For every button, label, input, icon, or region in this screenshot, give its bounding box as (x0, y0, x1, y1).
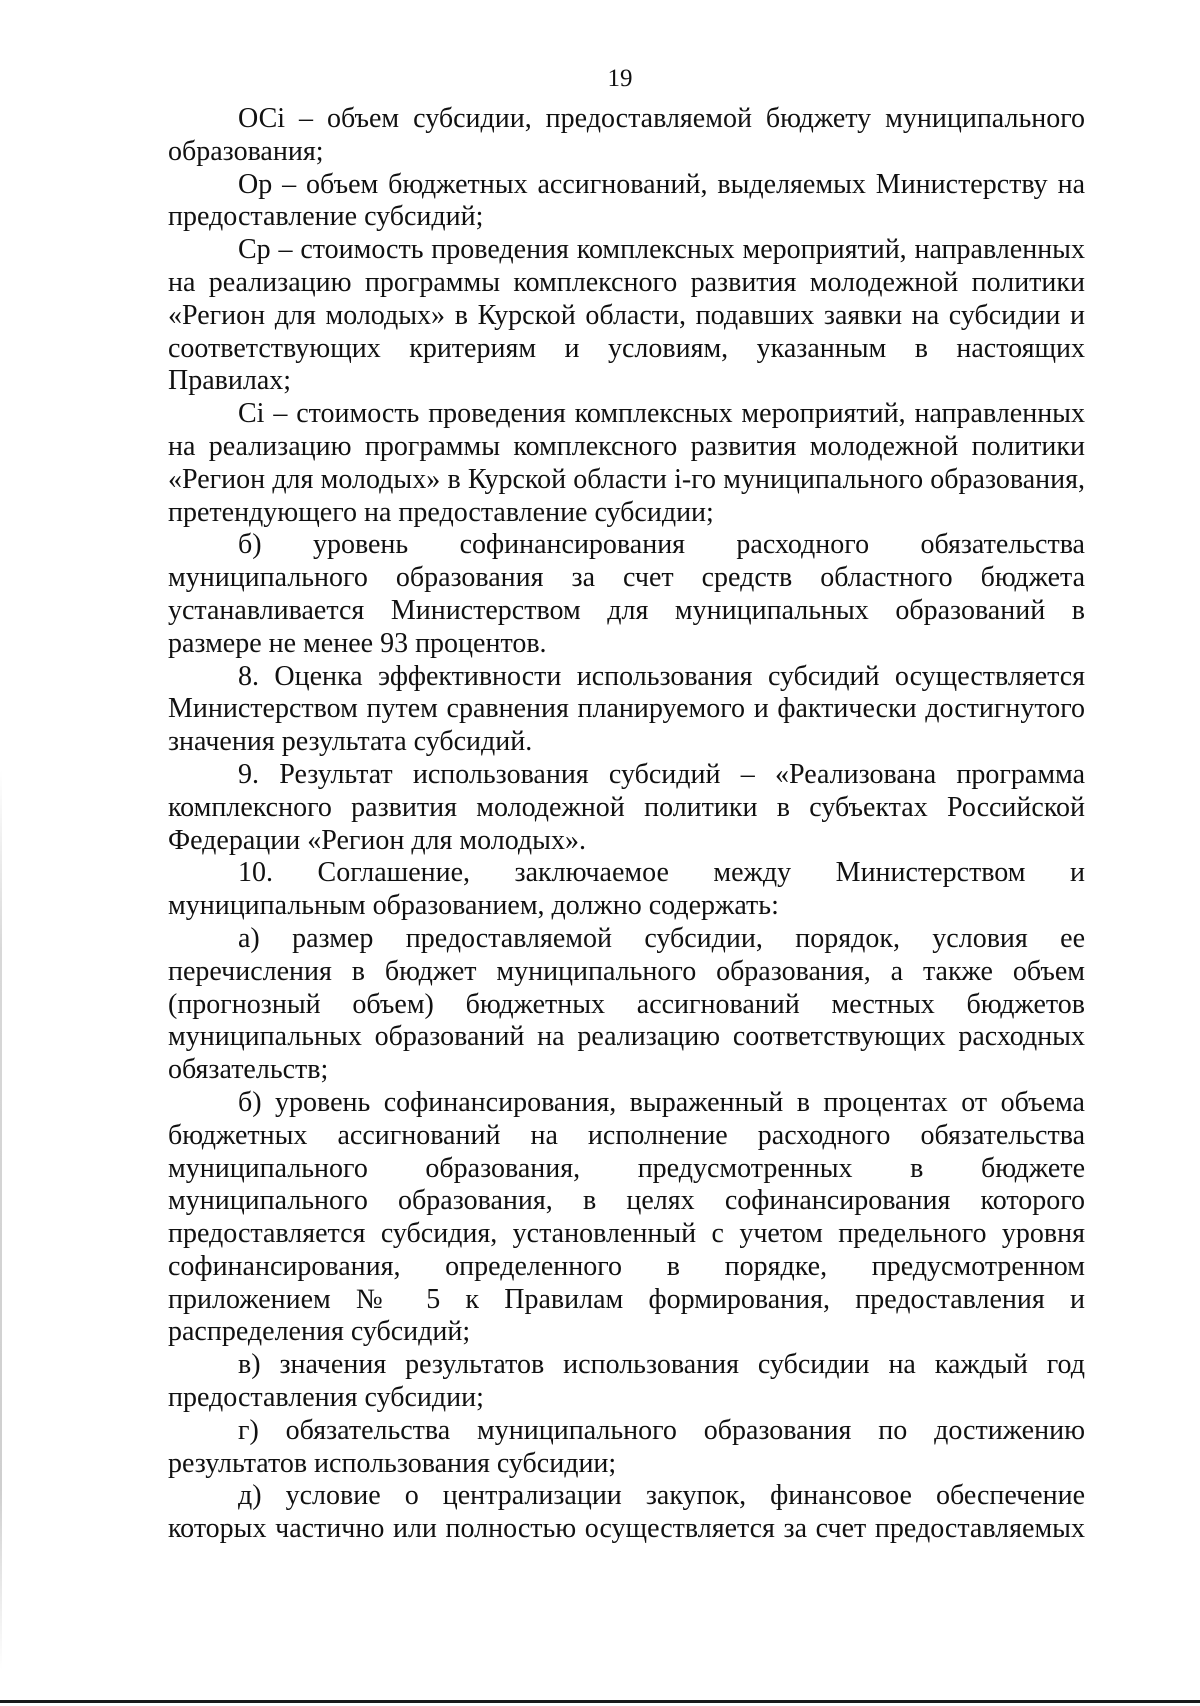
document-body (168, 103, 1085, 1546)
scan-bottom-edge (0, 1700, 1200, 1703)
paragraph-ci-definition: Сi – стоимость проведения комплексных мероприятий, направленных на реализацию программы комплексного развития молодежной политики «Регион для молодых» в Курской области i-го муниципального образования, претендующего на предоставление субсидии; (168, 398, 1085, 528)
page-number: 19 (607, 65, 633, 92)
paragraph-op-definition: Ор – объем бюджетных ассигнований, выделяемых Министерству на предоставление субсидий; (168, 168, 1085, 233)
paragraph-cofinancing-level: б) уровень софинансирования расходного обязательства муниципального образования за счет средств областного бюджета устанавливается Министерством для муниципальных образований в размере не менее 93 процентов. (168, 529, 1085, 659)
paragraph-item-10: 10. Соглашение, заключаемое между Министерством и муниципальным образованием, должно содержать: (168, 857, 1085, 922)
scan-left-edge (0, 770, 2, 1670)
paragraph-item-8: 8. Оценка эффективности использования субсидий осуществляется Министерством путем сравнения планируемого и фактически достигнутого значения результата субсидий. (168, 660, 1085, 758)
paragraph-osi-definition: ОСi – объем субсидии, предоставляемой бюджету муниципального образования; (168, 103, 1085, 167)
paragraph-subitem-g: г) обязательства муниципального образования по достижению результатов использования субсидии; (168, 1414, 1085, 1479)
paragraph-subitem-a: а) размер предоставляемой субсидии, порядок, условия ее перечисления в бюджет муниципального образования, а также объем (прогнозный объем) бюджетных ассигнований местных бюджетов муниципальных образований на реализацию соответствующих расходных обязательств; (168, 922, 1085, 1086)
paragraph-subitem-b: б) уровень софинансирования, выраженный в процентах от объема бюджетных ассигнований на исполнение расходного обязательства муниципального образования, предусмотренных в бюджете муниципального образования, в целях софинансирования которого предоставляется субсидия, установленный с учетом предельного уровня софинансирования, определенного в порядке, предусмотренном приложением № 5 к Правилам формирования, предоставления и распределения субсидий; (168, 1086, 1085, 1348)
paragraph-subitem-v: в) значения результатов использования субсидии на каждый год предоставления субсидии; (168, 1349, 1085, 1414)
paragraph-cp-definition: Ср – стоимость проведения комплексных мероприятий, направленных на реализацию программы комплексного развития молодежной политики «Регион для молодых» в Курской области, подавших заявки на субсидии и соответствующих критериям и условиям, указанным в настоящих Правилах; (168, 234, 1085, 397)
paragraph-subitem-d: д) условие о централизации закупок, финансовое обеспечение которых частично или полностью осуществляется за счет предоставляемых (168, 1480, 1085, 1545)
paragraph-item-9: 9. Результат использования субсидий – «Реализована программа комплексного развития молодежной политики в субъектах Российской Федерации «Регион для молодых». (168, 758, 1085, 856)
